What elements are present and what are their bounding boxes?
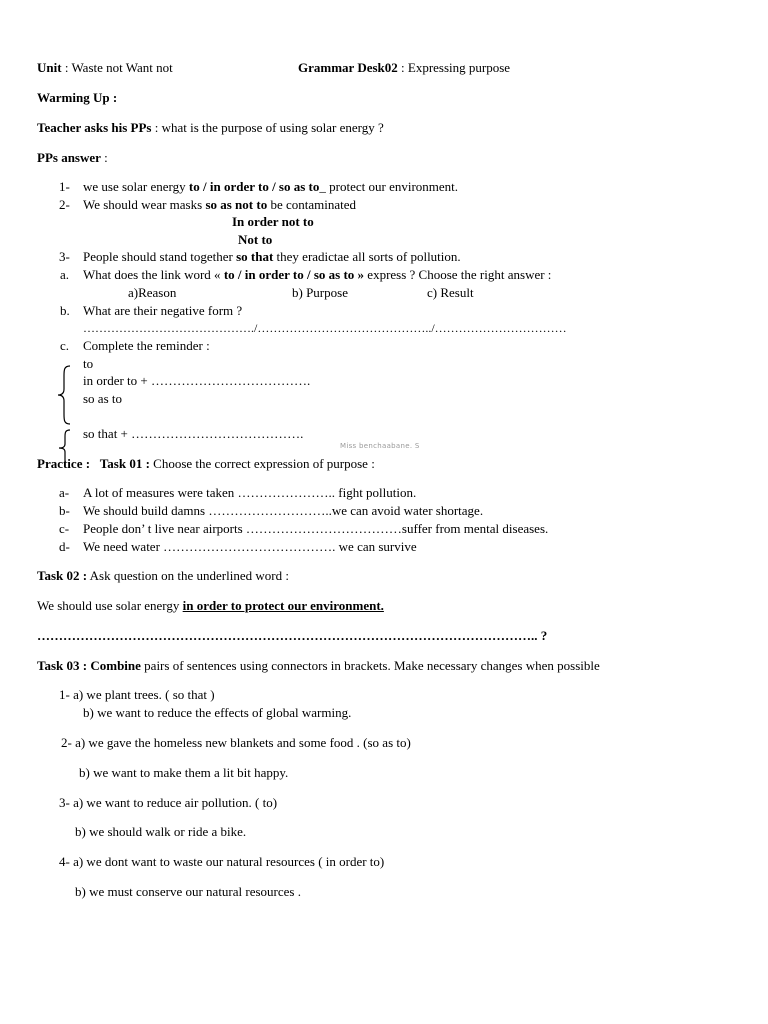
alternative-not-to <box>238 232 272 248</box>
question-c-letter: c. <box>60 338 70 353</box>
task2-sentence <box>37 598 384 614</box>
practice-line <box>37 456 375 472</box>
answer-1-pre: we use solar energy <box>83 179 189 194</box>
practice-label: Practice : <box>37 456 91 471</box>
alternative-in-order-not-to <box>232 214 314 230</box>
task2-label: Task 02 : <box>37 568 88 583</box>
task2-line <box>37 568 289 584</box>
answer-2-pre: We should wear masks <box>83 197 206 212</box>
answer-3-bold: so that <box>236 249 274 264</box>
reminder-so-as-to: so as to <box>83 391 122 406</box>
question-a-bold: to / in order to / so as to » <box>223 267 365 282</box>
practice-c: People don’ t live near airports ………………………………suffer from mental diseases. <box>83 521 549 536</box>
answer-1-number: 1- <box>59 179 70 194</box>
option-reason: a)Reason <box>128 285 177 300</box>
pps-answer-line <box>37 150 108 166</box>
answer-3-post: they eradictae all sorts of pollution. <box>273 249 461 264</box>
unit-value: : Waste not Want not <box>61 60 173 75</box>
question-b: What are their negative form ? <box>83 303 243 318</box>
pps-answer-label: PPs answer <box>37 150 101 165</box>
grammar-value: : Expressing purpose <box>397 60 511 75</box>
option-purpose: b) Purpose <box>292 285 348 300</box>
task1-label: Task 01 : <box>99 456 150 471</box>
task2-sentence-pre: We should use solar energy <box>37 598 183 613</box>
pair-3a: 3- a) we want to reduce air pollution. ( to) <box>59 795 278 810</box>
question-a-post: express ? Choose the right answer : <box>364 267 552 282</box>
task3-label: Task 03 : <box>37 658 88 673</box>
pair-2b: b) we want to make them a lit bit happy. <box>79 765 289 780</box>
alt2-text: Not to <box>238 232 273 247</box>
task3-combine: Combine <box>90 658 141 673</box>
reminder-in-order-to: in order to + ………………………………. <box>83 373 311 388</box>
question-a <box>83 267 551 283</box>
warming-up-text: Warming Up : <box>37 90 118 105</box>
answer-1-post: _ protect our environment. <box>319 179 459 194</box>
practice-a: A lot of measures were taken ………………….. fight pollution. <box>83 485 417 500</box>
question-b-letter: b. <box>60 303 70 318</box>
alt1-text: In order not to <box>232 214 314 229</box>
watermark-text: Miss benchaabane. S <box>340 442 420 450</box>
reminder-to: to <box>83 356 94 371</box>
pair-3b: b) we should walk or ride a bike. <box>75 824 247 839</box>
answer-2-post: be contaminated <box>267 197 357 212</box>
answer-3 <box>83 249 461 265</box>
teacher-question: : what is the purpose of using solar energy ? <box>151 120 384 135</box>
grammar-line <box>298 60 510 76</box>
practice-d: We need water …………………………………. we can survive <box>83 539 417 554</box>
answer-3-number: 3- <box>59 249 70 264</box>
question-a-letter: a. <box>60 267 70 282</box>
answer-2-number: 2- <box>59 197 70 212</box>
task2-answer-dots: …………………………………………………………………………………………………….. ? <box>37 628 548 643</box>
pps-answer-colon: : <box>100 150 108 165</box>
answer-1 <box>83 179 458 195</box>
teacher-line <box>37 120 384 136</box>
unit-line <box>37 60 173 76</box>
practice-b: We should build damns ………………………..we can avoid water shortage. <box>83 503 484 518</box>
question-b-dots: ……………………………………./……………………………………../…………………………… <box>83 321 567 335</box>
task2-underlined: in order to protect our environment. <box>182 598 384 613</box>
answer-2 <box>83 197 356 213</box>
pair-4a: 4- a) we dont want to waste our natural resources ( in order to) <box>59 854 385 869</box>
answer-1-bold: to / in order to / so as to <box>188 179 320 194</box>
curly-brace-icon <box>56 364 76 426</box>
teacher-label: Teacher asks his PPs <box>37 120 152 135</box>
answer-2-bold: so as not to <box>205 197 268 212</box>
practice-a-letter: a- <box>59 485 70 500</box>
pair-1a: 1- a) we plant trees. ( so that ) <box>59 687 215 702</box>
reminder-so-that: so that + …………………………………. <box>83 426 304 441</box>
grammar-label: Grammar Desk02 <box>298 60 398 75</box>
warming-up-heading <box>37 90 117 106</box>
pair-4b: b) we must conserve our natural resources . <box>75 884 301 899</box>
question-a-pre: What does the link word « <box>83 267 224 282</box>
task2-instruction: Ask question on the underlined word : <box>87 568 289 583</box>
task3-instruction: pairs of sentences using connectors in brackets. Make necessary changes when possible <box>140 658 600 673</box>
unit-label: Unit <box>37 60 62 75</box>
task1-instruction: Choose the correct expression of purpose : <box>149 456 375 471</box>
pair-1b: b) we want to reduce the effects of global warming. <box>83 705 352 720</box>
task3-line <box>37 658 600 674</box>
practice-b-letter: b- <box>59 503 70 518</box>
practice-c-letter: c- <box>59 521 70 536</box>
question-c: Complete the reminder : <box>83 338 210 353</box>
pair-2a: 2- a) we gave the homeless new blankets and some food . (so as to) <box>61 735 411 750</box>
answer-3-pre: People should stand together <box>83 249 237 264</box>
practice-d-letter: d- <box>59 539 70 554</box>
option-result: c) Result <box>427 285 474 300</box>
